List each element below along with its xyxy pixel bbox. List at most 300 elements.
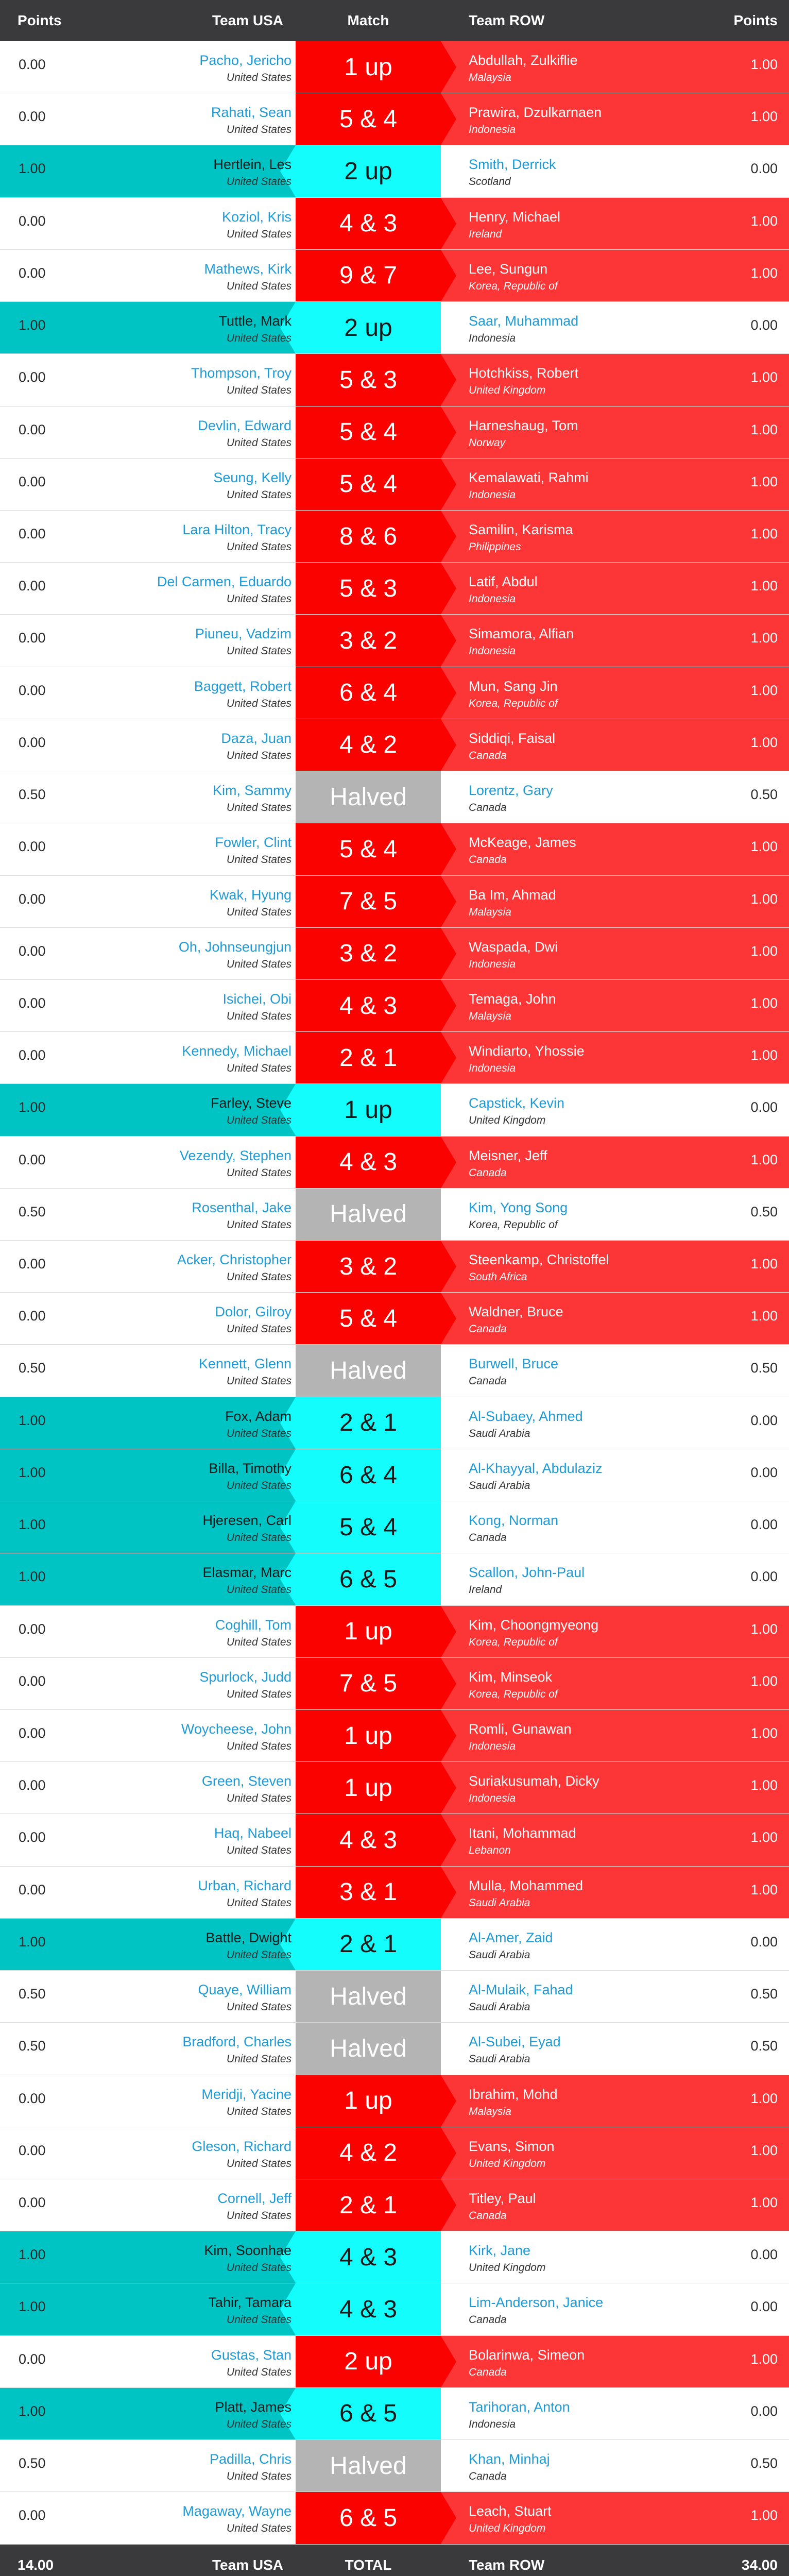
row-player-name-link[interactable]: Scallon, John-Paul bbox=[469, 1565, 585, 1581]
row-player-name-link[interactable]: Kim, Choongmyeong bbox=[469, 1617, 599, 1633]
row-player-country: Indonesia bbox=[469, 1062, 516, 1075]
usa-player-name-link[interactable]: Tahir, Tamara bbox=[208, 2295, 291, 2311]
row-player-name-link[interactable]: Kim, Yong Song bbox=[469, 1199, 568, 1215]
usa-player-name-link[interactable]: Spurlock, Judd bbox=[199, 1669, 291, 1685]
row-player bbox=[469, 459, 685, 501]
usa-points: 0.00 bbox=[19, 1047, 46, 1063]
usa-player-country: United States bbox=[226, 2001, 291, 2013]
row-points: 1.00 bbox=[750, 421, 778, 437]
usa-points: 0.50 bbox=[19, 787, 46, 803]
row-player bbox=[469, 2127, 685, 2170]
row-player-name-link[interactable]: Windiarto, Yhossie bbox=[469, 1043, 585, 1059]
usa-player bbox=[103, 302, 291, 345]
usa-player bbox=[103, 1449, 291, 1492]
row-points: 0.50 bbox=[750, 1204, 778, 1219]
row-player-name-link[interactable]: Waspada, Dwi bbox=[469, 939, 558, 955]
usa-player bbox=[103, 771, 291, 814]
row-win-arrow-icon bbox=[441, 1293, 456, 1344]
usa-player bbox=[103, 354, 291, 397]
table-row bbox=[0, 2440, 789, 2492]
row-player-name-link[interactable]: Kirk, Jane bbox=[469, 2243, 531, 2259]
row-player-name-link[interactable]: Latif, Abdul bbox=[469, 574, 538, 590]
row-player-country: Canada bbox=[469, 2209, 507, 2222]
usa-player-name-link[interactable]: Baggett, Robert bbox=[194, 678, 291, 694]
row-player-name-link[interactable]: Al-Khayyal, Abdulaziz bbox=[469, 1460, 603, 1476]
row-player-name-link[interactable]: Itani, Mohammad bbox=[469, 1825, 576, 1841]
row-win-arrow-icon bbox=[441, 2492, 456, 2544]
match-result: Halved bbox=[296, 2440, 441, 2492]
usa-player bbox=[103, 2440, 291, 2483]
match-result: 2 up bbox=[296, 302, 441, 353]
match-result: 5 & 4 bbox=[296, 459, 441, 510]
table-row bbox=[0, 406, 789, 459]
row-player-name-link[interactable]: Suriakusumah, Dicky bbox=[469, 1773, 599, 1789]
usa-points: 0.00 bbox=[19, 1621, 46, 1637]
table-row bbox=[0, 41, 789, 93]
row-player-name-link[interactable]: Simamora, Alfian bbox=[469, 626, 574, 642]
usa-player bbox=[103, 2388, 291, 2431]
row-win-arrow-icon bbox=[441, 2127, 456, 2179]
match-result: 4 & 3 bbox=[296, 980, 441, 1031]
usa-player-country: United States bbox=[226, 1323, 291, 1335]
row-player-name-link[interactable]: Temaga, John bbox=[469, 991, 556, 1007]
usa-points: 0.00 bbox=[19, 1308, 46, 1324]
usa-player bbox=[103, 980, 291, 1023]
row-points: 1.00 bbox=[750, 1829, 778, 1845]
table-row bbox=[0, 1762, 789, 1814]
usa-points: 0.00 bbox=[19, 1725, 46, 1741]
row-points: 1.00 bbox=[750, 891, 778, 907]
usa-player bbox=[103, 198, 291, 241]
table-row bbox=[0, 2023, 789, 2075]
table-row bbox=[0, 2388, 789, 2440]
footer-total-label: TOTAL bbox=[345, 2556, 392, 2573]
row-player-name-link[interactable]: Waldner, Bruce bbox=[469, 1304, 563, 1320]
row-player-name-link[interactable]: Titley, Paul bbox=[469, 2190, 536, 2206]
table-row bbox=[0, 2231, 789, 2283]
header-match: Match bbox=[347, 12, 389, 28]
match-result: 7 & 5 bbox=[296, 1658, 441, 1709]
row-player-country: Ireland bbox=[469, 228, 502, 240]
table-row bbox=[0, 354, 789, 406]
row-player bbox=[469, 771, 685, 814]
row-player-name-link[interactable]: Romli, Gunawan bbox=[469, 1721, 572, 1737]
row-player bbox=[469, 41, 685, 84]
usa-player-name-link[interactable]: Fox, Adam bbox=[225, 1408, 291, 1424]
match-result: 2 & 1 bbox=[296, 2179, 441, 2231]
row-player-name-link[interactable]: Tarihoran, Anton bbox=[469, 2399, 570, 2415]
row-points: 1.00 bbox=[750, 1151, 778, 1167]
row-player-name-link[interactable]: Harneshaug, Tom bbox=[469, 417, 578, 433]
row-win-arrow-icon bbox=[441, 93, 456, 145]
row-player bbox=[469, 667, 685, 710]
usa-player-name-link[interactable]: Tuttle, Mark bbox=[218, 313, 291, 329]
usa-player-name-link[interactable]: Devlin, Edward bbox=[198, 417, 291, 433]
table-row bbox=[0, 1658, 789, 1710]
match-result: 5 & 3 bbox=[296, 354, 441, 405]
row-player-name-link[interactable]: Burwell, Bruce bbox=[469, 1356, 559, 1372]
usa-player-name-link[interactable]: Platt, James bbox=[215, 2399, 291, 2415]
row-player bbox=[469, 876, 685, 919]
row-player bbox=[469, 1449, 685, 1492]
row-player-name-link[interactable]: Saar, Muhammad bbox=[469, 313, 579, 329]
usa-player-country: United States bbox=[226, 436, 291, 449]
usa-player-name-link[interactable]: Meridji, Yacine bbox=[201, 2086, 291, 2102]
table-row bbox=[0, 198, 789, 250]
usa-player-name-link[interactable]: Coghill, Tom bbox=[215, 1617, 291, 1633]
usa-player-country: United States bbox=[226, 1844, 291, 1857]
match-result: Halved bbox=[296, 771, 441, 823]
usa-player-name-link[interactable]: Piuneu, Vadzim bbox=[195, 626, 291, 642]
row-win-arrow-icon bbox=[441, 1241, 456, 1292]
usa-player-country: United States bbox=[226, 280, 291, 292]
row-player-name-link[interactable]: Smith, Derrick bbox=[469, 157, 556, 173]
table-row bbox=[0, 1867, 789, 1919]
row-player bbox=[469, 1762, 685, 1805]
table-row bbox=[0, 250, 789, 302]
table-row bbox=[0, 459, 789, 511]
usa-player-name-link[interactable]: Elasmar, Marc bbox=[202, 1565, 291, 1581]
row-player-name-link[interactable]: Prawira, Dzulkarnaen bbox=[469, 105, 602, 121]
row-points: 1.00 bbox=[750, 1308, 778, 1324]
row-points: 1.00 bbox=[750, 57, 778, 72]
row-player-name-link[interactable]: Henry, Michael bbox=[469, 209, 561, 225]
usa-points: 1.00 bbox=[19, 2403, 46, 2419]
usa-player bbox=[103, 1971, 291, 2013]
usa-points: 0.00 bbox=[19, 421, 46, 437]
usa-points: 0.00 bbox=[19, 1256, 46, 1272]
table-row bbox=[0, 1241, 789, 1293]
usa-player-name-link[interactable]: Magaway, Wayne bbox=[182, 2503, 291, 2519]
usa-player-name-link[interactable]: Acker, Christopher bbox=[177, 1252, 291, 1268]
row-player-country: Canada bbox=[469, 802, 507, 814]
usa-player-country: United States bbox=[226, 1375, 291, 1387]
usa-player-country: United States bbox=[226, 1062, 291, 1075]
usa-player-name-link[interactable]: Koziol, Kris bbox=[221, 209, 291, 225]
usa-player bbox=[103, 2231, 291, 2274]
usa-player-name-link[interactable]: Gleson, Richard bbox=[192, 2138, 291, 2154]
row-player-country: Canada bbox=[469, 2366, 507, 2378]
row-player-name-link[interactable]: Kim, Minseok bbox=[469, 1669, 553, 1685]
row-player bbox=[469, 511, 685, 553]
usa-player-country: United States bbox=[226, 1166, 291, 1179]
table-row bbox=[0, 1449, 789, 1501]
usa-player-country: United States bbox=[226, 2314, 291, 2326]
row-win-arrow-icon bbox=[441, 41, 456, 93]
usa-player-name-link[interactable]: Bradford, Charles bbox=[182, 2034, 291, 2050]
table-row bbox=[0, 1971, 789, 2023]
usa-player bbox=[103, 2127, 291, 2170]
usa-player-name-link[interactable]: Kennett, Glenn bbox=[198, 1356, 291, 1372]
match-result: 3 & 1 bbox=[296, 1867, 441, 1918]
usa-player-name-link[interactable]: Hjeresen, Carl bbox=[202, 1513, 291, 1529]
usa-player-name-link[interactable]: Rosenthal, Jake bbox=[192, 1199, 291, 1215]
usa-player-name-link[interactable]: Quaye, William bbox=[198, 1982, 291, 1998]
table-header bbox=[0, 0, 789, 41]
usa-points: 1.00 bbox=[19, 1569, 46, 1585]
row-player-name-link[interactable]: Capstick, Kevin bbox=[469, 1095, 565, 1111]
row-player-country: Korea, Republic of bbox=[469, 280, 558, 292]
row-points: 1.00 bbox=[750, 2090, 778, 2106]
row-player-country: Korea, Republic of bbox=[469, 1636, 558, 1648]
row-player bbox=[469, 2023, 685, 2065]
usa-player-country: United States bbox=[226, 1114, 291, 1127]
usa-player-country: United States bbox=[226, 540, 291, 553]
match-result: 1 up bbox=[296, 1606, 441, 1657]
usa-player bbox=[103, 250, 291, 293]
row-player-country: Indonesia bbox=[469, 124, 516, 136]
table-row bbox=[0, 1710, 789, 1762]
row-points: 0.00 bbox=[750, 1099, 778, 1115]
usa-player-name-link[interactable]: Woycheese, John bbox=[181, 1721, 291, 1737]
match-result: 5 & 4 bbox=[296, 93, 441, 145]
header-points-right: Points bbox=[733, 12, 778, 28]
usa-player-name-link[interactable]: Del Carmen, Eduardo bbox=[157, 574, 291, 590]
match-result: 4 & 3 bbox=[296, 2231, 441, 2283]
usa-player-name-link[interactable]: Kim, Soonhae bbox=[204, 2243, 291, 2259]
row-player-name-link[interactable]: Lorentz, Gary bbox=[469, 783, 553, 799]
row-player-country: Saudi Arabia bbox=[469, 1896, 530, 1909]
usa-player-name-link[interactable]: Kennedy, Michael bbox=[182, 1043, 291, 1059]
row-player-name-link[interactable]: Lim-Anderson, Janice bbox=[469, 2295, 604, 2311]
table-row bbox=[0, 980, 789, 1032]
usa-player-name-link[interactable]: Kwak, Hyung bbox=[209, 887, 291, 903]
usa-player-name-link[interactable]: Fowler, Clint bbox=[215, 835, 291, 851]
usa-player-country: United States bbox=[226, 1896, 291, 1909]
usa-player-country: United States bbox=[226, 488, 291, 501]
match-result: 4 & 2 bbox=[296, 719, 441, 771]
usa-points: 0.50 bbox=[19, 1986, 46, 2002]
usa-player-name-link[interactable]: Urban, Richard bbox=[198, 1877, 291, 1893]
table-row bbox=[0, 1345, 789, 1397]
usa-player-name-link[interactable]: Daza, Juan bbox=[221, 730, 291, 746]
row-player bbox=[469, 1606, 685, 1649]
footer-team-row: Team ROW bbox=[469, 2556, 545, 2573]
usa-player-name-link[interactable]: Rahati, Sean bbox=[211, 105, 291, 121]
row-player-name-link[interactable]: Lee, Sungun bbox=[469, 261, 548, 277]
row-player-name-link[interactable]: Mulla, Mohammed bbox=[469, 1877, 584, 1893]
match-result: 2 & 1 bbox=[296, 1397, 441, 1449]
usa-player-name-link[interactable]: Padilla, Chris bbox=[209, 2451, 291, 2467]
row-player-country: Philippines bbox=[469, 540, 521, 553]
usa-player-name-link[interactable]: Oh, Johnseungjun bbox=[178, 939, 291, 955]
row-player-name-link[interactable]: Kemalawati, Rahmi bbox=[469, 469, 589, 485]
match-result: 1 up bbox=[296, 2075, 441, 2127]
usa-player bbox=[103, 1345, 291, 1387]
usa-player-country: United States bbox=[226, 958, 291, 970]
row-player-country: Korea, Republic of bbox=[469, 697, 558, 709]
row-player-country: Canada bbox=[469, 1375, 507, 1387]
table-row bbox=[0, 93, 789, 145]
row-win-arrow-icon bbox=[441, 1762, 456, 1814]
match-result: 6 & 4 bbox=[296, 1449, 441, 1501]
row-win-arrow-icon bbox=[441, 2336, 456, 2387]
row-player bbox=[469, 198, 685, 241]
header-team-usa: Team USA bbox=[212, 12, 283, 28]
row-points: 0.50 bbox=[750, 1360, 778, 1376]
usa-player-name-link[interactable]: Pacho, Jericho bbox=[199, 53, 291, 68]
row-player bbox=[469, 1971, 685, 2013]
match-result: 5 & 4 bbox=[296, 1293, 441, 1344]
match-result: 3 & 2 bbox=[296, 1241, 441, 1292]
usa-player bbox=[103, 1867, 291, 1909]
usa-player-country: United States bbox=[226, 124, 291, 136]
usa-player bbox=[103, 41, 291, 84]
row-player-country: Saudi Arabia bbox=[469, 1427, 530, 1439]
table-row bbox=[0, 771, 789, 823]
usa-player-name-link[interactable]: Billa, Timothy bbox=[209, 1460, 291, 1476]
table-body bbox=[0, 41, 789, 2545]
row-player-name-link[interactable]: Hotchkiss, Robert bbox=[469, 365, 579, 381]
usa-player-name-link[interactable]: Mathews, Kirk bbox=[204, 261, 291, 277]
usa-player-name-link[interactable]: Battle, Dwight bbox=[205, 1929, 291, 1945]
usa-points: 0.00 bbox=[19, 1777, 46, 1793]
usa-points: 0.00 bbox=[19, 682, 46, 698]
usa-player-name-link[interactable]: Green, Steven bbox=[201, 1773, 291, 1789]
usa-player-name-link[interactable]: Haq, Nabeel bbox=[214, 1825, 291, 1841]
usa-player-name-link[interactable]: Vezendy, Stephen bbox=[179, 1147, 291, 1163]
row-points: 0.50 bbox=[750, 1986, 778, 2002]
row-player-name-link[interactable]: Khan, Minhaj bbox=[469, 2451, 550, 2467]
usa-player-country: United States bbox=[226, 802, 291, 814]
row-points: 0.00 bbox=[750, 1569, 778, 1585]
usa-player-country: United States bbox=[226, 1636, 291, 1648]
usa-player-name-link[interactable]: Hertlein, Les bbox=[213, 157, 291, 173]
row-points: 1.00 bbox=[750, 526, 778, 541]
row-player-name-link[interactable]: McKeage, James bbox=[469, 835, 576, 851]
footer-total-row: 34.00 bbox=[741, 2556, 778, 2573]
usa-player-country: United States bbox=[226, 228, 291, 240]
usa-player-country: United States bbox=[226, 1584, 291, 1596]
row-player bbox=[469, 406, 685, 449]
match-result: 3 & 2 bbox=[296, 615, 441, 666]
row-win-arrow-icon bbox=[441, 667, 456, 719]
table-row bbox=[0, 2492, 789, 2544]
row-points: 0.00 bbox=[750, 2403, 778, 2419]
row-player-name-link[interactable]: Bolarinwa, Simeon bbox=[469, 2347, 585, 2363]
usa-player-country: United States bbox=[226, 1948, 291, 1961]
row-player-name-link[interactable]: Evans, Simon bbox=[469, 2138, 555, 2154]
usa-player bbox=[103, 1606, 291, 1649]
match-result: 3 & 2 bbox=[296, 928, 441, 979]
row-points: 1.00 bbox=[750, 2351, 778, 2367]
match-result: Halved bbox=[296, 2023, 441, 2074]
usa-player-country: United States bbox=[226, 2053, 291, 2065]
table-row bbox=[0, 2283, 789, 2335]
table-row bbox=[0, 1606, 789, 1658]
row-points: 1.00 bbox=[750, 1673, 778, 1689]
row-player-name-link[interactable]: Abdullah, Zulkiflie bbox=[469, 53, 578, 68]
usa-player-name-link[interactable]: Kim, Sammy bbox=[212, 783, 291, 799]
match-result: 5 & 4 bbox=[296, 406, 441, 458]
usa-player-name-link[interactable]: Dolor, Gilroy bbox=[215, 1304, 291, 1320]
match-result: 5 & 4 bbox=[296, 823, 441, 875]
row-player bbox=[469, 1919, 685, 1961]
row-player bbox=[469, 302, 685, 345]
row-player-name-link[interactable]: Kong, Norman bbox=[469, 1513, 559, 1529]
usa-points: 0.00 bbox=[19, 839, 46, 855]
row-player-name-link[interactable]: Al-Mulaik, Fahad bbox=[469, 1982, 573, 1998]
usa-player-country: United States bbox=[226, 1479, 291, 1492]
row-points: 0.50 bbox=[750, 2455, 778, 2471]
row-points: 1.00 bbox=[750, 2194, 778, 2210]
usa-player-name-link[interactable]: Lara Hilton, Tracy bbox=[182, 521, 291, 537]
row-player-country: Malaysia bbox=[469, 2105, 511, 2117]
usa-player-name-link[interactable]: Farley, Steve bbox=[210, 1095, 291, 1111]
row-points: 0.50 bbox=[750, 787, 778, 803]
row-player-name-link[interactable]: Ba Im, Ahmad bbox=[469, 887, 556, 903]
footer-team-usa: Team USA bbox=[212, 2556, 283, 2573]
usa-player-country: United States bbox=[226, 749, 291, 761]
match-result: 6 & 5 bbox=[296, 2492, 441, 2544]
row-player bbox=[469, 2231, 685, 2274]
usa-player-country: United States bbox=[226, 384, 291, 397]
row-player-name-link[interactable]: Ibrahim, Mohd bbox=[469, 2086, 558, 2102]
row-player-name-link[interactable]: Al-Amer, Zaid bbox=[469, 1929, 553, 1945]
usa-player-country: United States bbox=[226, 1792, 291, 1805]
row-player bbox=[469, 1867, 685, 1909]
row-player-country: Indonesia bbox=[469, 1740, 516, 1752]
usa-points: 1.00 bbox=[19, 2247, 46, 2263]
row-player-name-link[interactable]: Samilin, Karisma bbox=[469, 521, 573, 537]
row-player-name-link[interactable]: Mun, Sang Jin bbox=[469, 678, 558, 694]
row-player bbox=[469, 1553, 685, 1596]
row-player-name-link[interactable]: Steenkamp, Christoffel bbox=[469, 1252, 609, 1268]
row-player-name-link[interactable]: Siddiqi, Faisal bbox=[469, 730, 556, 746]
row-win-arrow-icon bbox=[441, 980, 456, 1031]
usa-player-name-link[interactable]: Thompson, Troy bbox=[191, 365, 291, 381]
row-player bbox=[469, 2440, 685, 2483]
usa-player-name-link[interactable]: Cornell, Jeff bbox=[217, 2190, 291, 2206]
table-row bbox=[0, 1553, 789, 1605]
usa-player bbox=[103, 2492, 291, 2535]
table-row bbox=[0, 511, 789, 563]
header-team-row: Team ROW bbox=[469, 12, 545, 28]
row-player-country: South Africa bbox=[469, 1271, 527, 1283]
row-points: 0.00 bbox=[750, 1517, 778, 1533]
usa-points: 0.50 bbox=[19, 1360, 46, 1376]
row-player-name-link[interactable]: Al-Subaey, Ahmed bbox=[469, 1408, 583, 1424]
usa-points: 0.00 bbox=[19, 57, 46, 72]
row-points: 1.00 bbox=[750, 578, 778, 594]
table-row bbox=[0, 2127, 789, 2179]
usa-player-name-link[interactable]: Seung, Kelly bbox=[213, 469, 291, 485]
row-points: 1.00 bbox=[750, 213, 778, 229]
row-player-name-link[interactable]: Leach, Stuart bbox=[469, 2503, 552, 2519]
usa-player-country: United States bbox=[226, 2262, 291, 2274]
table-row bbox=[0, 2075, 789, 2127]
table-row bbox=[0, 1397, 789, 1449]
row-points: 0.00 bbox=[750, 1464, 778, 1480]
usa-player bbox=[103, 1137, 291, 1179]
usa-player-name-link[interactable]: Gustas, Stan bbox=[211, 2347, 291, 2363]
row-points: 1.00 bbox=[750, 734, 778, 750]
row-player-name-link[interactable]: Al-Subei, Eyad bbox=[469, 2034, 561, 2050]
usa-points: 0.00 bbox=[19, 1151, 46, 1167]
usa-player bbox=[103, 1553, 291, 1596]
table-row bbox=[0, 1084, 789, 1136]
row-player-name-link[interactable]: Meisner, Jeff bbox=[469, 1147, 547, 1163]
usa-player-name-link[interactable]: Isichei, Obi bbox=[222, 991, 291, 1007]
table-row bbox=[0, 1293, 789, 1345]
usa-player bbox=[103, 1084, 291, 1127]
match-result: 2 & 1 bbox=[296, 1919, 441, 1970]
row-player-country: Scotland bbox=[469, 176, 511, 188]
row-player bbox=[469, 2492, 685, 2535]
usa-player bbox=[103, 615, 291, 657]
row-player-country: Canada bbox=[469, 2314, 507, 2326]
row-points: 1.00 bbox=[750, 473, 778, 489]
